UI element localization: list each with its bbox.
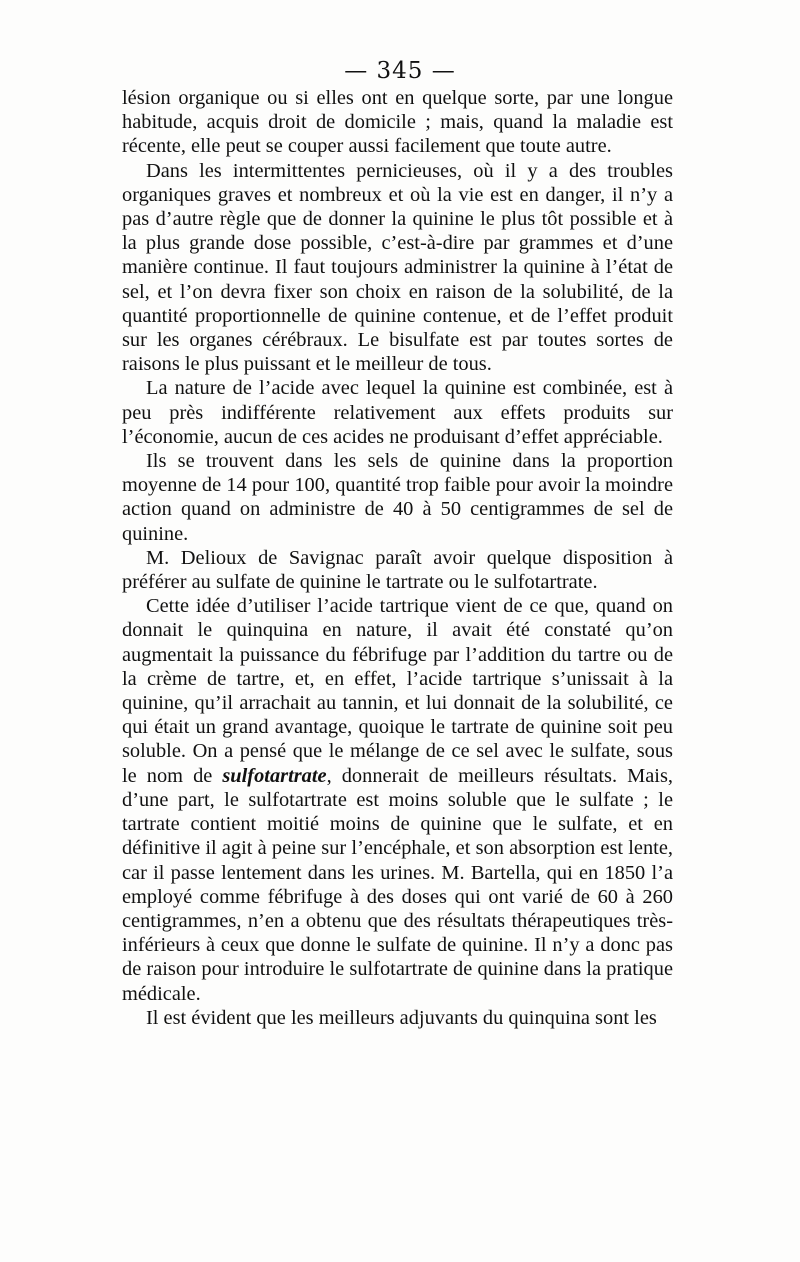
paragraph-continuation: lésion organique ou si elles ont en quelque sorte, par une longue habitude, acquis droit de domicile ; mais, quand la maladie est récente, elle peut se couper aussi facilement que toute autre. — [122, 87, 673, 158]
paragraph-acid-nature: La nature de l’acide avec lequel la quinine est combinée, est à peu près indifférente relativement aux effets produits sur l’économie, aucun de ces acides ne produisant d’effet appréciable. — [122, 377, 673, 448]
paragraph-tartaric-start: Cette idée d’utiliser l’acide tartrique vient de ce que, quand on donnait le quinquina en nature, il avait été constaté qu’on augmentait la puissance du fébrifuge par l’addition du tartre ou de la crème de tartre, et, en effet, l’acide tartrique s’unissait à la quinine, qu’il arrachait au tannin, et lui donnait de la solubilité, ce qui était un grand avantage, quoique le tartrate de quinine soit peu soluble. On a pensé que le mélange de ce sel avec le sulfate, sous le nom de — [122, 595, 673, 787]
paragraph-proportion: Ils se trouvent dans les sels de quinine dans la proportion moyenne de 14 pour 100, quantité trop faible pour avoir la moindre action quand on administre de 40 à 50 centigrammes de sel de quinine. — [122, 450, 673, 545]
paragraph-delioux: M. Delioux de Savignac paraît avoir quelque disposition à préférer au sulfate de quinine le tartrate ou le sulfotartrate. — [122, 546, 673, 594]
paragraph-pernicious: Dans les intermittentes pernicieuses, où il y a des troubles organiques graves et nombreux et où la vie est en danger, il n’y a pas d’autre règle que de donner la quinine le plus tôt possible et à la plus grande dose possible, c’est-à-dire par grammes et d’une manière continue. Il faut toujours administrer la quinine à l’état de sel, et l’on devra fixer son choix en raison de la solubilité, de la quantité proportionnelle de quinine contenue, et de l’effet produit sur les organes cérébraux. Le bisulfate est par toutes sortes de raisons le plus puissant et le meilleur de tous. — [122, 159, 673, 376]
paragraph-tartaric — [122, 594, 673, 1005]
paragraph-last: Il est évident que les meilleurs adjuvants du quinquina sont les — [146, 1006, 657, 1029]
paragraph-tartaric-end: , donnerait de meilleurs résultats. Mais, d’une part, le sulfotartrate est moins soluble que le sulfate ; le tartrate contient moitié moins de quinine que le sulfate, et en définitive il agit à peine sur l’encéphale, et son absorption est lente, car il passe lentement dans les urines. M. Bartella, qui en 1850 l’a employé comme fébrifuge à des doses qui ont varié de 60 à 260 centigrammes, n’en a obtenu que des résultats thérapeutiques très-inférieurs à ceux que donne le sulfate de quinine. Il n’y a donc pas de raison pour introduire le sulfotartrate de quinine dans la pratique médicale. — [122, 764, 673, 1005]
italic-term: sulfotartrate — [222, 764, 327, 787]
page-number: — 345 — — [344, 58, 456, 84]
body-text — [122, 86, 673, 1030]
